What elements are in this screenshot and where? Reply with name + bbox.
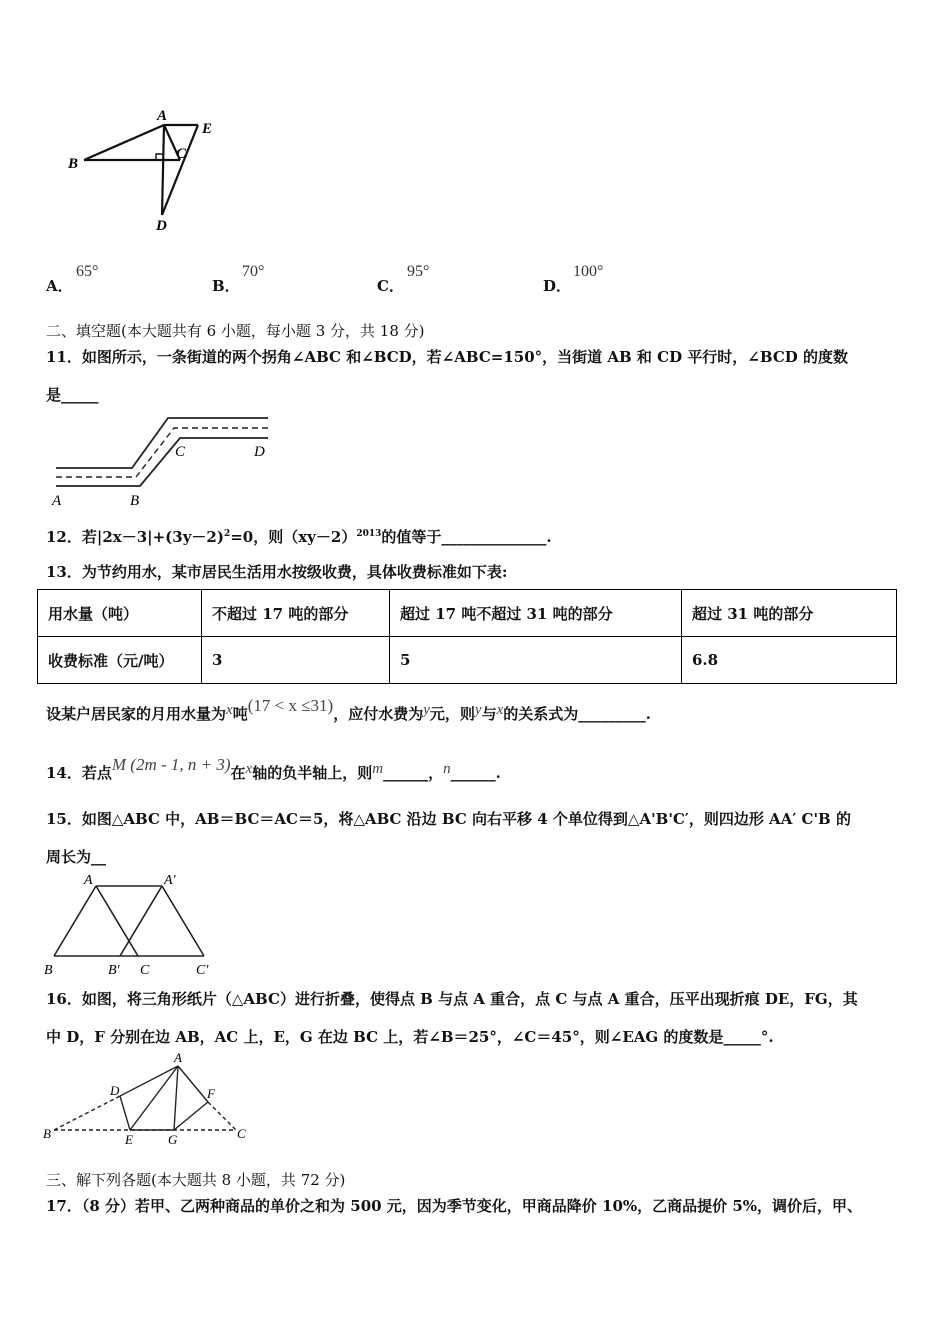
segment-d-e <box>120 1096 130 1130</box>
segment-a-f <box>178 1066 208 1102</box>
street-label-c: C <box>175 444 186 460</box>
label-e: E <box>202 121 213 137</box>
segment-f-g <box>174 1102 208 1130</box>
segment-b-d <box>54 1096 120 1130</box>
q13-text: 设某户居民家的月用水量为 <box>46 705 227 723</box>
label-d: D <box>156 218 167 234</box>
table-cell: 超过 17 吨不超过 31 吨的部分 <box>390 590 682 637</box>
street-center-dashed <box>56 428 268 477</box>
option-b-letter: B． <box>212 277 240 295</box>
q14-text: ______. <box>450 764 501 782</box>
q12-sup-square: 2 <box>223 529 231 539</box>
q14-line <box>46 755 501 783</box>
q12-mid: =0，则（xy－2） <box>230 528 357 546</box>
label-a: A <box>174 1050 182 1065</box>
var-x: x <box>226 702 233 718</box>
segment-f-c <box>208 1102 236 1130</box>
option-a-value: 65° <box>76 263 99 280</box>
label-d: D <box>110 1083 120 1098</box>
q16-line1: 16．如图，将三角形纸片（△ABC）进行折叠，使得点 B 与点 A 重合，点 C 与点 A 重合，压平出现折痕 DE，FG，其 <box>46 990 858 1008</box>
segment-a-g <box>174 1066 178 1130</box>
var-y: y <box>474 702 482 718</box>
segment-a2-b2 <box>120 886 162 956</box>
table-cell: 5 <box>390 637 682 684</box>
q13-after-line <box>46 696 651 724</box>
section-3-title: 三、解下列各题(本大题共 8 小题，共 72 分) <box>46 1171 346 1189</box>
q10-figure <box>40 105 240 235</box>
table-cell: 不超过 17 吨的部分 <box>202 590 390 637</box>
street-label-a: A <box>52 493 62 509</box>
label-c: C <box>176 146 187 162</box>
q13-text: 与 <box>481 705 497 723</box>
label-a: A <box>157 108 168 124</box>
q14-point: M (2m - 1, n + 3) <box>111 755 231 774</box>
table-row <box>38 637 897 684</box>
var-x: x <box>245 761 253 777</box>
table-cell: 3 <box>202 637 390 684</box>
label-c-prime: C′ <box>196 963 209 978</box>
q12-pre: 12．若|2x－3|+(3y－2) <box>46 528 224 546</box>
label-e: E <box>125 1132 133 1147</box>
q13-text: 吨 <box>232 705 248 723</box>
segment-a2-c2 <box>162 886 204 956</box>
label-a-prime: A′ <box>164 873 176 888</box>
var-y: y <box>423 702 430 718</box>
option-a-letter: A． <box>46 277 73 295</box>
option-c-letter: C． <box>377 277 404 295</box>
label-b: B <box>44 963 53 978</box>
q11-street-figure <box>50 412 280 510</box>
table-row <box>38 590 897 637</box>
q16-line2: 中 D，F 分别在边 AB，AC 上，E，G 在边 BC 上，若∠B＝25°，∠C＝45°，则∠EAG 的度数是_____°. <box>46 1028 774 1046</box>
q15-figure <box>40 870 230 982</box>
table-cell: 用水量（吨） <box>38 590 202 637</box>
q14-text: 在 <box>230 764 246 782</box>
label-g: G <box>168 1132 178 1147</box>
var-m: m <box>372 761 384 777</box>
q14-text: 14．若点 <box>46 764 112 782</box>
q12-post: 的值等于______________. <box>381 528 552 546</box>
table-cell: 6.8 <box>682 637 897 684</box>
segment-a-e <box>130 1066 178 1130</box>
segment-ad <box>162 125 164 215</box>
label-c: C <box>237 1126 246 1141</box>
q15-line2: 周长为__ <box>46 848 107 866</box>
label-f: F <box>207 1086 215 1101</box>
q15-line1: 15．如图△ABC 中，AB＝BC＝AC＝5，将△ABC 沿边 BC 向右平移 4 个单位得到△A'B'C′，则四边形 AA′ C'B 的 <box>46 810 851 828</box>
q13-text: ，应付水费为 <box>333 705 424 723</box>
label-b: B <box>68 156 79 172</box>
segment-b-a <box>54 886 96 956</box>
street-label-d: D <box>254 444 265 460</box>
table-cell: 收费标准（元/吨） <box>38 637 202 684</box>
label-c: C <box>140 963 150 978</box>
section-2-title: 二、填空题(本大题共有 6 小题，每小题 3 分，共 18 分) <box>46 322 425 340</box>
q11-line2: 是_____ <box>46 386 99 404</box>
q13-range: (17 < x ≤31) <box>247 696 334 715</box>
segment-a-c <box>96 886 138 956</box>
var-n: n <box>443 761 451 777</box>
q14-text: ______， <box>383 764 444 782</box>
street-label-b: B <box>130 493 140 509</box>
table-cell: 超过 31 吨的部分 <box>682 590 897 637</box>
segment-d-a <box>120 1066 178 1096</box>
label-a: A <box>84 873 93 888</box>
q12-sup-power: 2013 <box>356 529 382 539</box>
segment-ed <box>162 125 198 215</box>
q16-figure <box>40 1050 260 1150</box>
q12-line <box>46 526 552 547</box>
label-b-prime: B′ <box>108 963 120 978</box>
label-b: B <box>43 1126 51 1141</box>
option-d-value: 100° <box>573 263 604 280</box>
option-d-letter: D． <box>543 277 572 295</box>
option-b-value: 70° <box>242 263 265 280</box>
water-fee-table <box>37 589 897 684</box>
q17-line1: 17．（8 分）若甲、乙两种商品的单价之和为 500 元，因为季节变化，甲商品降价 10%，乙商品提价 5%，调价后，甲、 <box>46 1197 863 1215</box>
option-c-value: 95° <box>407 263 430 280</box>
q14-text: 轴的负半轴上，则 <box>252 764 373 782</box>
q13-intro: 13．为节约用水，某市居民生活用水按级收费，具体收费标准如下表: <box>46 563 508 581</box>
q13-text: 的关系式为_________. <box>503 705 651 723</box>
q13-text: 元，则 <box>429 705 475 723</box>
segment-ba <box>84 125 164 160</box>
q11-line1: 11．如图所示，一条街道的两个拐角∠ABC 和∠BCD，若∠ABC=150°，当街道 AB 和 CD 平行时，∠BCD 的度数 <box>46 348 848 366</box>
var-x: x <box>496 702 504 718</box>
street-lower-edge <box>56 438 268 486</box>
